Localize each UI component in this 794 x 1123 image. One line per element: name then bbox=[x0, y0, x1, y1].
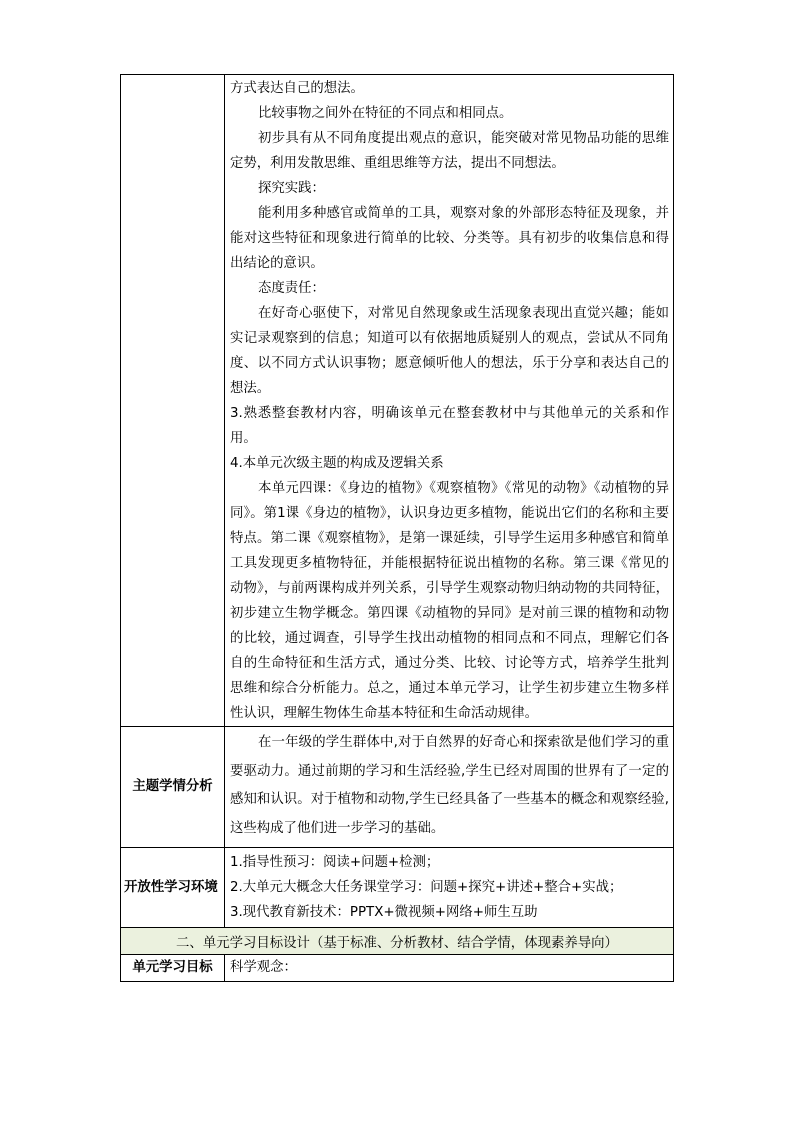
lesson-plan-table bbox=[120, 74, 674, 982]
environment-label: 开放性学习环境 bbox=[121, 848, 225, 928]
list-item: 1.指导性预习：阅读+问题+检测； bbox=[230, 855, 440, 870]
paragraph: 能利用多种感官或简单的工具，观察对象的外部形态特征及现象，并能对这些特征和现象进行简单的比较、分类等。具有初步的收集信息和得出结论的意识。 bbox=[230, 206, 669, 271]
content-row bbox=[121, 75, 674, 727]
subheading: 探究实践： bbox=[258, 181, 325, 196]
list-item: 2.大单元大概念大任务课堂学习：问题+探究+讲述+整合+实战； bbox=[230, 880, 623, 895]
analysis-text: 在一年级的学生群体中,对于自然界的好奇心和探索欲是他们学习的重要驱动力。通过前期的学习和生活经验,学生已经对周围的世界有了一定的感知和认识。对于植物和动物,学生已经具备了一些基本的概念和观察经验,这些构成了他们进一步学习的基础。 bbox=[230, 735, 669, 836]
section-header-row bbox=[121, 928, 674, 955]
content-cell bbox=[225, 75, 674, 727]
goals-text: 科学观念： bbox=[230, 960, 297, 975]
paragraph: 初步具有从不同角度提出观点的意识，能突破对常见物品功能的思维定势，利用发散思维、重组思维等方法，提出不同想法。 bbox=[230, 131, 669, 171]
paragraph: 3.熟悉整套教材内容，明确该单元在整套教材中与其他单元的关系和作用。 bbox=[230, 406, 669, 446]
goals-cell bbox=[225, 955, 674, 982]
analysis-cell bbox=[225, 727, 674, 848]
paragraph: 比较事物之间外在特征的不同点和相同点。 bbox=[258, 106, 513, 121]
goals-label: 单元学习目标 bbox=[121, 955, 225, 982]
paragraph: 本单元四课：《身边的植物》《观察植物》《常见的动物》《动植物的异同》。第1课《身边的植物》，认识身边更多植物，能说出它们的名称和主要特点。第二课《观察植物》，是第一课延续，引导学生运用多种感官和简单工具发现更多植物特征，并能根据特征说出植物的名称。第三课《常见的动物》，与前两课构成并列关系，引导学生观察动物归纳动物的共同特征，初步建立生物学概念。第四课《动植物的异同》是对前三课的植物和动物的比较，通过调查，引导学生找出动植物的相同点和不同点，理解它们各自的生命特征和生活方式，通过分类、比较、讨论等方式，培养学生批判思维和综合分析能力。总之，通过本单元学习，让学生初步建立生物多样性认识，理解生物体生命基本特征和生命活动规律。 bbox=[230, 481, 669, 721]
analysis-row bbox=[121, 727, 674, 848]
paragraph: 方式表达自己的想法。 bbox=[230, 81, 364, 96]
section-header: 二、单元学习目标设计（基于标准、分析教材、结合学情，体现素养导向） bbox=[121, 928, 674, 955]
subheading: 态度责任： bbox=[258, 281, 325, 296]
goals-row bbox=[121, 955, 674, 982]
list-item: 3.现代教育新技术：PPTX+微视频+网络+师生互助 bbox=[230, 905, 538, 920]
subheading: 4.本单元次级主题的构成及逻辑关系 bbox=[230, 456, 444, 471]
environment-row bbox=[121, 848, 674, 928]
content-label-cell bbox=[121, 75, 225, 727]
environment-cell bbox=[225, 848, 674, 928]
analysis-label: 主题学情分析 bbox=[121, 727, 225, 848]
paragraph: 在好奇心驱使下，对常见自然现象或生活现象表现出直觉兴趣；能如实记录观察到的信息；知道可以有依据地质疑别人的观点，尝试从不同角度、以不同方式认识事物；愿意倾听他人的想法，乐于分享和表达自己的想法。 bbox=[230, 306, 669, 396]
